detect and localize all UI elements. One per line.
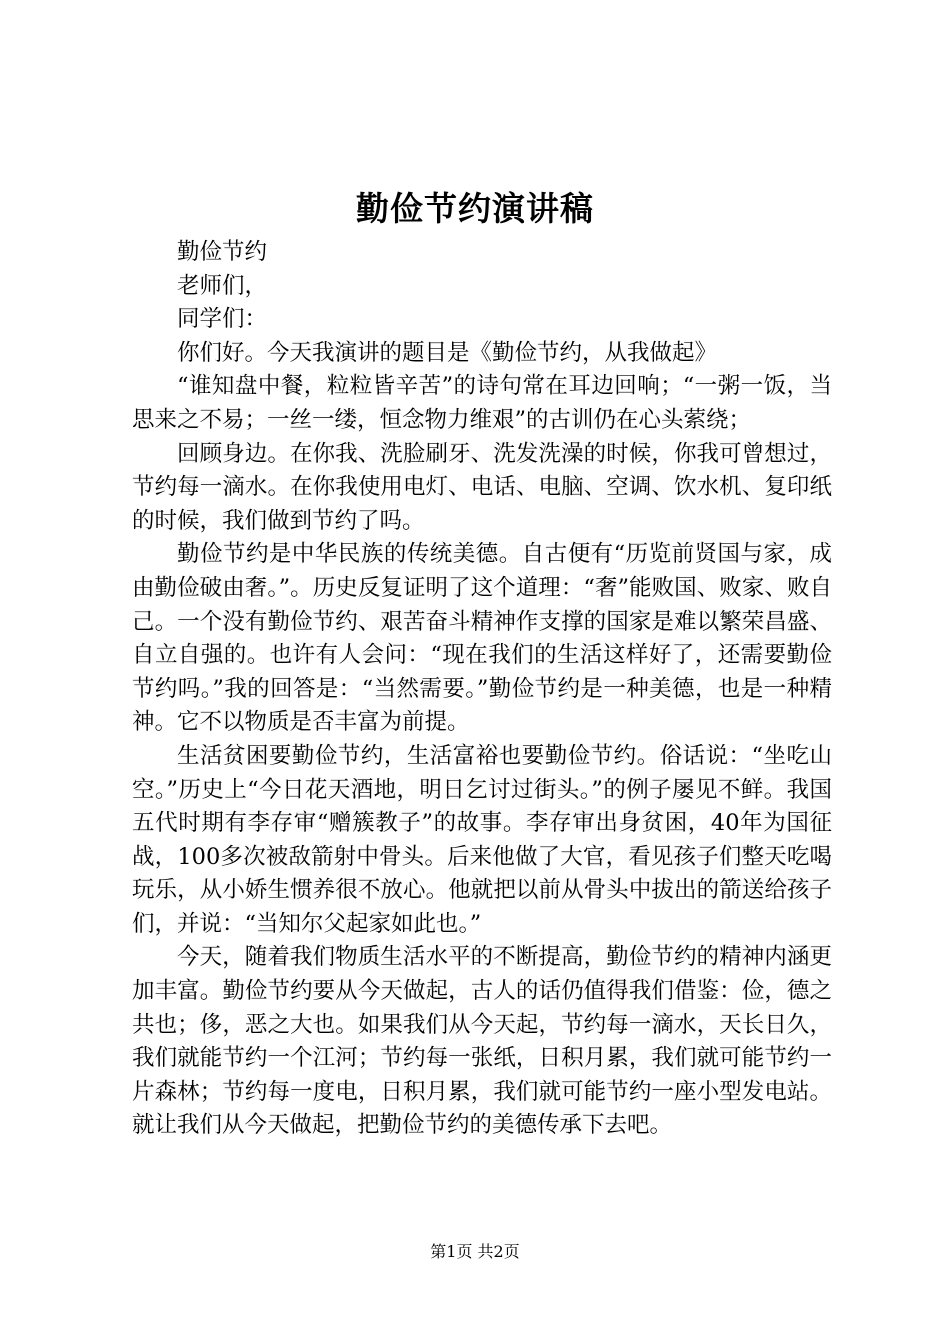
paragraph-intro: 你们好。今天我演讲的题目是《勤俭节约，从我做起》: [177, 339, 718, 366]
paragraph-tradition: 勤俭节约是中华民族的传统美德。自古便有“历览前贤国与家，成由勤俭破由奢。”。历史反复证明了这个道理：“奢”能败国、败家、败自己。一个没有勤俭节约、艰苦奋斗精神作支撑的国家是难以繁荣昌盛、自立自强的。也许有人会问：“现在我们的生活这样好了，还需要勤俭节约吗。”我的回答是：“当然需要。”勤俭节约是一种美德，也是一种精神。它不以物质是否丰富为前提。: [132, 541, 832, 736]
paragraph-history: 生活贫困要勤俭节约，生活富裕也要勤俭节约。俗话说：“坐吃山空。”历史上“今日花天酒地，明日乞讨过街头。”的例子屡见不鲜。我国五代时期有李存审“赠簇教子”的故事。李存审出身贫困，40年为国征战，100多次被敌箭射中骨头。后来他做了大官，看见孩子们整天吃喝玩乐，从小娇生惯养很不放心。他就把以前从骨头中拔出的箭送给孩子们，并说：“当知尔父起家如此也。”: [132, 742, 832, 937]
paragraph-poem: “谁知盘中餐，粒粒皆辛苦”的诗句常在耳边回响；“一粥一饭，当思来之不易；一丝一缕，恒念物力维艰”的古训仍在心头萦绕；: [132, 373, 832, 433]
page-number-footer: 第1页 共2页: [430, 1242, 520, 1261]
paragraph-greeting-teachers: 老师们，: [177, 272, 268, 299]
document-title: 勤俭节约演讲稿: [356, 189, 594, 228]
paragraph-greeting-students: 同学们：: [177, 306, 268, 333]
paragraph-topic: 勤俭节约: [177, 239, 268, 265]
paragraph-conclusion: 今天，随着我们物质生活水平的不断提高，勤俭节约的精神内涵更加丰富。勤俭节约要从今天做起，古人的话仍值得我们借鉴：俭，德之共也；侈，恶之大也。如果我们从今天起，节约每一滴水，天长日久，我们就能节约一个江河；节约每一张纸，日积月累，我们就可能节约一片森林；节约每一度电，日积月累，我们就可能节约一座小型发电站。就让我们从今天做起，把勤俭节约的美德传承下去吧。: [132, 944, 832, 1139]
paragraph-look-around: 回顾身边。在你我、洗脸刷牙、洗发洗澡的时候，你我可曾想过，节约每一滴水。在你我使用电灯、电话、电脑、空调、饮水机、复印纸的时候，我们做到节约了吗。: [132, 440, 832, 534]
document-body: [132, 236, 832, 1143]
